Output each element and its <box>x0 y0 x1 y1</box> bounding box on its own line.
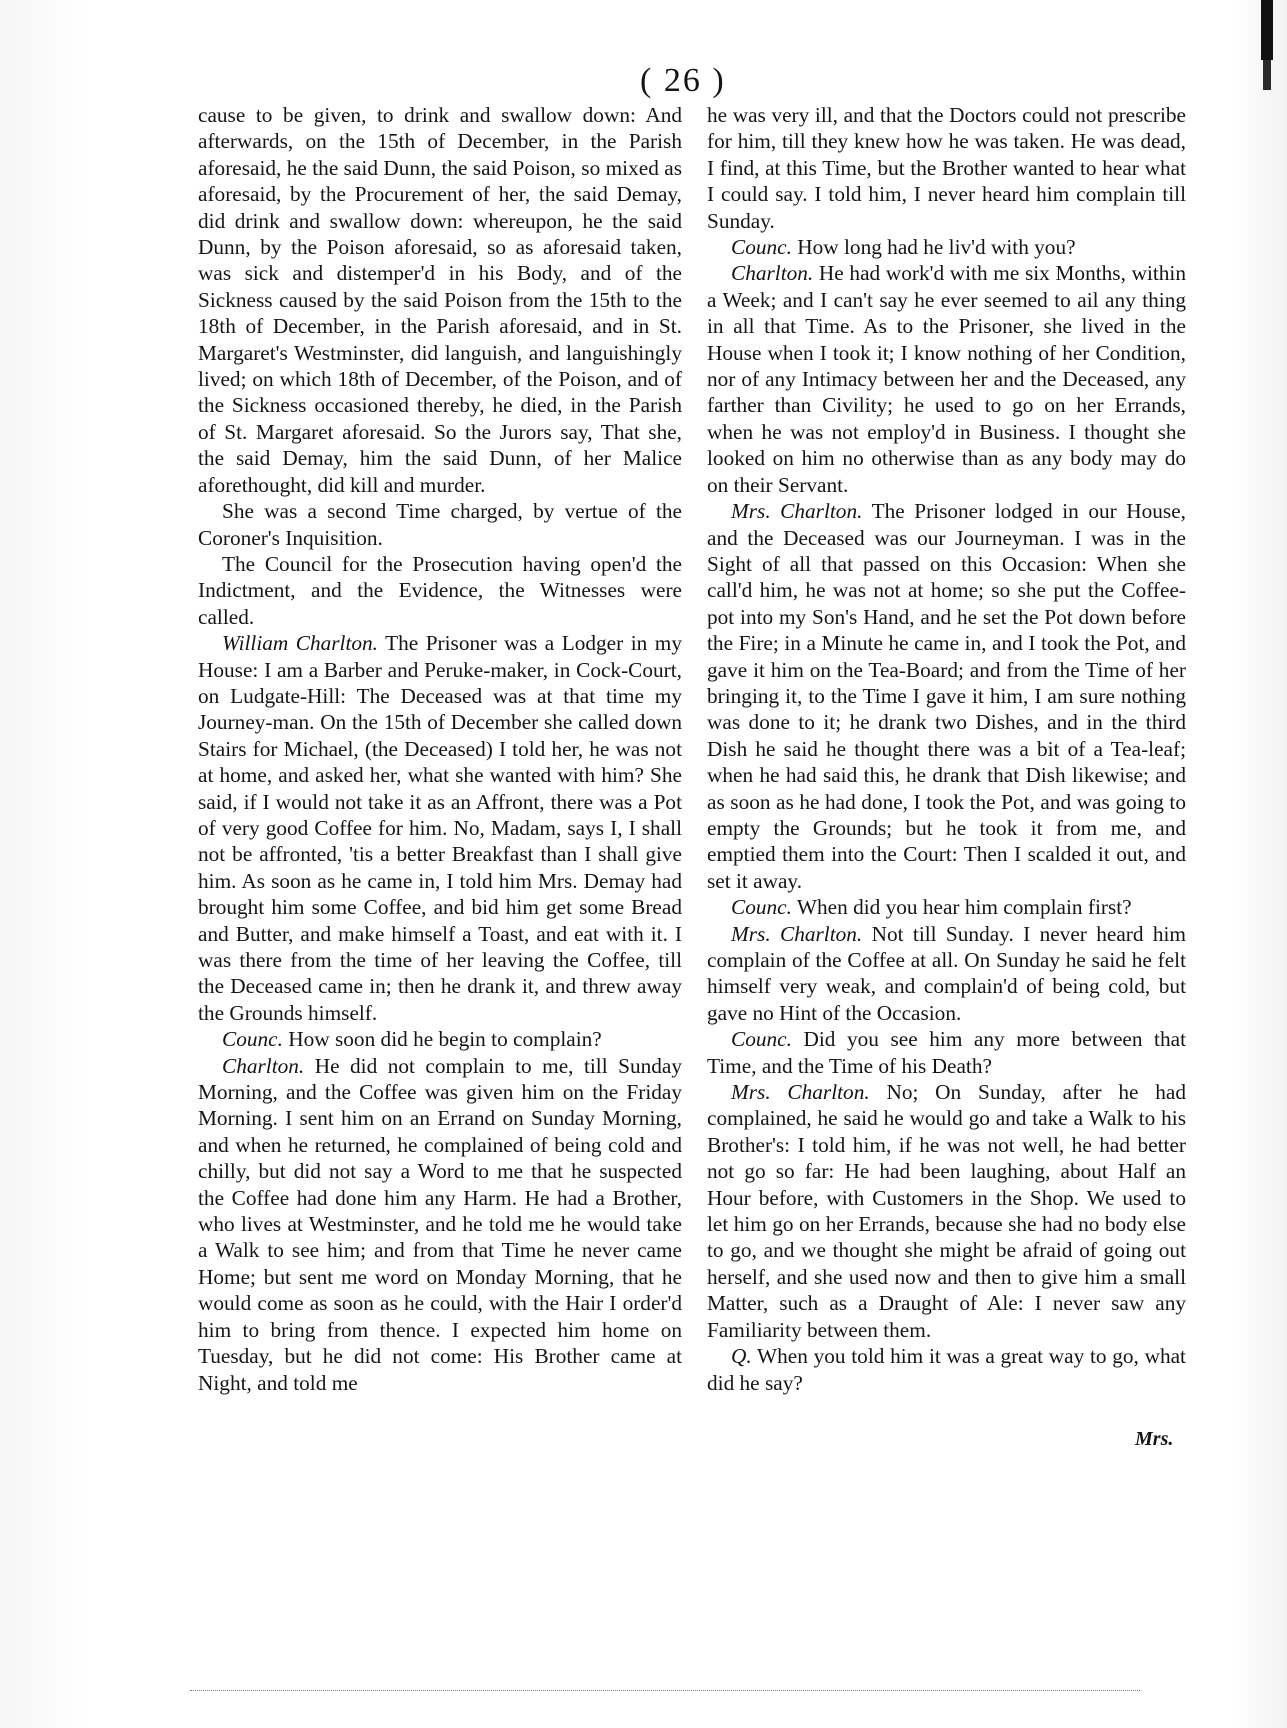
paragraph-text: The Council for the Prosecution having open'd the Indictment, and the Evidence, the Witnesses were called. <box>198 551 682 629</box>
paragraph <box>707 260 1186 498</box>
paragraph-text: When did you hear him complain first? <box>796 895 1132 920</box>
speaker-label: Counc. <box>731 895 792 920</box>
paragraph-text: The Prisoner was a Lodger in my House: I am a Barber and Peruke-maker, in Cock-Court, on Ludgate-Hill: The Deceased was at that time my Journey-man. On the 15th of December she called down Stairs for Michael, (the Deceased) I told her, he was not at home, and asked her, what she wanted with him? She said, if I would not take it as an Affront, there was a Pot of very good Coffee for him. No, Madam, says I, I shall not be affronted, 'tis a better Breakfast than I shall give him. As soon as he came in, I told him Mrs. Demay had brought him some Coffee, and bid him get some Bread and Butter, and make himself a Toast, and eat with it. I was there from the time of her leaving the Coffee, till the Deceased came in; then he drank it, and threw away the Grounds himself. <box>198 631 682 1025</box>
speaker-label: Mrs. Charlton. <box>731 921 863 946</box>
paragraph <box>707 1343 1186 1396</box>
paragraph <box>198 1026 682 1052</box>
paragraph <box>198 551 682 630</box>
speaker-label: Mrs. Charlton. <box>731 1080 870 1105</box>
paragraph <box>707 1079 1186 1343</box>
paragraph-text: cause to be given, to drink and swallow down: And afterwards, on the 15th of December, in the Parish aforesaid, he the said Dunn, the said Poison, so mixed as aforesaid, by the Procurement of her, the said Demay, did drink and swallow down: whereupon, he the said Dunn, by the Poison aforesaid, so as aforesaid taken, was sick and distemper'd in his Body, and of the Sickness caused by the said Poison from the 15th to the 18th of December, in the Parish aforesaid, and in St. Margaret's Westminster, did languish, and languishingly lived; on which 18th of December, of the Poison, and of the Sickness occasioned thereby, he died, in the Parish of St. Margaret aforesaid. So the Jurors say, That she, the said Demay, him the said Dunn, of her Malice aforethought, did kill and murder. <box>198 103 682 497</box>
paragraph <box>198 102 682 498</box>
binding-mark-dark <box>1261 0 1273 60</box>
page-number: ( 26 ) <box>640 62 726 99</box>
paragraph-text: She was a second Time charged, by vertue of the Coroner's Inquisition. <box>198 499 682 550</box>
speaker-label: Counc. <box>222 1027 283 1052</box>
page-right-edge-shadow <box>1217 0 1287 1728</box>
left-column <box>198 102 682 1396</box>
paragraph-text: How long had he liv'd with you? <box>797 235 1076 260</box>
speaker-label: Mrs. Charlton. <box>731 499 863 524</box>
paragraph-text: No; On Sunday, after he had complained, he said he would go and take a Walk to his Brother's: I told him, if he was not well, he had better not go so far: He had been laughing, about Half an Hour before, with Customers in the Shop. We used to let him go on her Errands, because she had no body else to go, and we thought she might be afraid of going out herself, and she used now and then to give him a small Matter, such as a Draught of Ale: I never saw any Familiarity between them. <box>707 1080 1186 1342</box>
paragraph-text: Not till Sunday. I never heard him complain of the Coffee at all. On Sunday he said he felt himself very weak, and complain'd of being cold, but gave no Hint of the Occasion. <box>707 921 1186 1025</box>
paragraph <box>198 630 682 1026</box>
paragraph <box>707 234 1186 260</box>
paragraph-text: How soon did he begin to complain? <box>288 1027 602 1052</box>
paragraph <box>198 1053 682 1396</box>
speaker-label: William Charlton. <box>222 631 378 656</box>
paragraph-text: When you told him it was a great way to go, what did he say? <box>707 1344 1186 1395</box>
catchword: Mrs. <box>1135 1428 1174 1450</box>
paragraph-text: he was very ill, and that the Doctors could not prescribe for him, till they knew how he was taken. He was dead, I find, at this Time, but the Brother wanted to hear what I could say. I told him, I never heard him complain till Sunday. <box>707 103 1186 233</box>
speaker-label: Counc. <box>731 235 792 260</box>
paragraph <box>707 894 1186 920</box>
speaker-label: Charlton. <box>222 1053 305 1078</box>
speaker-label: Q. <box>731 1344 752 1369</box>
right-column <box>707 102 1186 1396</box>
speaker-label: Charlton. <box>731 261 814 286</box>
paragraph <box>707 1026 1186 1079</box>
paragraph <box>707 921 1186 1027</box>
page-left-edge-shadow <box>0 0 130 1728</box>
paragraph-text: He had work'd with me six Months, within a Week; and I can't say he ever seemed to ail any thing in all that Time. As to the Prisoner, she lived in the House when I took it; I know nothing of her Condition, nor of any Intimacy between her and the Deceased, any farther than Civility; he used to go on her Errands, when he was not employ'd in Business. I thought she looked on him no otherwise than as any body may do on their Servant. <box>707 261 1186 497</box>
paragraph <box>707 102 1186 234</box>
bottom-scan-artifact <box>190 1690 1140 1693</box>
paragraph-text: Did you see him any more between that Time, and the Time of his Death? <box>707 1027 1186 1078</box>
paragraph <box>707 498 1186 894</box>
paragraph-text: He did not complain to me, till Sunday Morning, and the Coffee was given him on the Friday Morning. I sent him on an Errand on Sunday Morning, and when he returned, he complained of being cold and chilly, but did not say a Word to me that he suspected the Coffee had done him any Harm. He had a Brother, who lives at Westminster, and he told me he would take a Walk to see him; and from that Time he never came Home; but sent me word on Monday Morning, that he would come as soon as he could, with the Hair I order'd him to bring from thence. I expected him home on Tuesday, but he did not come: His Brother came at Night, and told me <box>198 1053 683 1395</box>
speaker-label: Counc. <box>731 1027 792 1052</box>
paragraph-text: The Prisoner lodged in our House, and the Deceased was our Journeyman. I was in the Sight of all that passed on this Occasion: When she call'd him, he was not at home; so she put the Coffee-pot into my Son's Hand, and he set the Pot down before the Fire; in a Minute he came in, and I took the Pot, and gave it him on the Tea-Board; and from the Time of her bringing it, to the Time I gave it him, I am sure nothing was done to it; he drank two Dishes, and in the third Dish he said he thought there was a bit of a Tea-leaf; when he had said this, he drank that Dish likewise; and as soon as he had done, I took the Pot, and was going to empty the Grounds; but he took it from me, and emptied them into the Court: Then I scalded it out, and set it away. <box>707 499 1186 893</box>
paragraph <box>198 498 682 551</box>
